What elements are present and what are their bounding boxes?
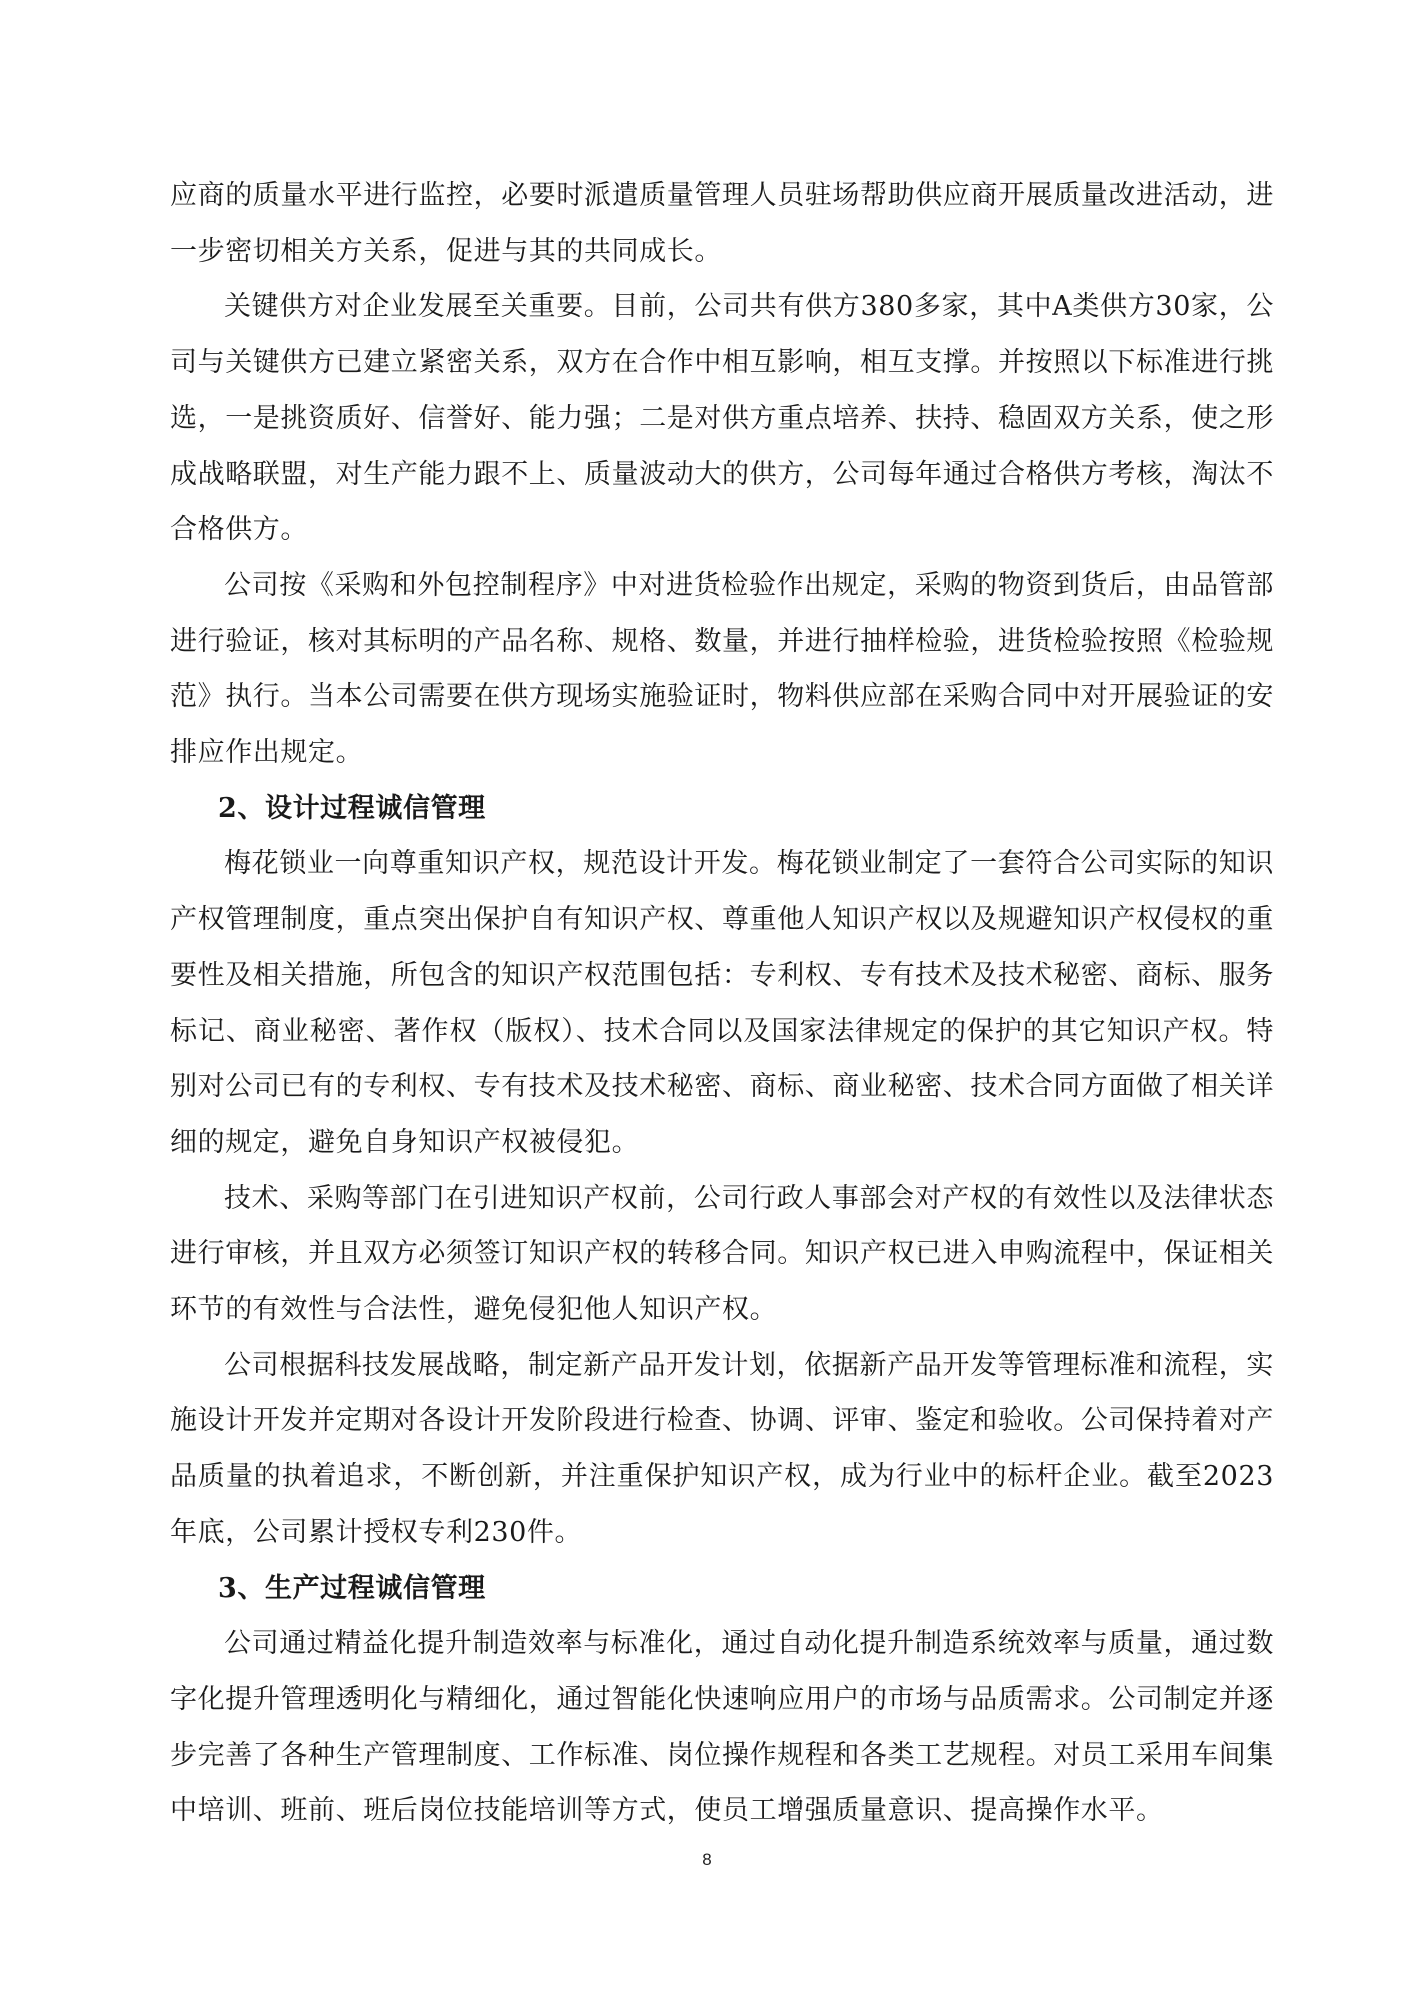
paragraph-ip-management: 梅花锁业一向尊重知识产权，规范设计开发。梅花锁业制定了一套符合公司实际的知识产权管理制度，重点突出保护自有知识产权、尊重他人知识产权以及规避知识产权侵权的重要性及相关措施，所包含的知识产权范围包括：专利权、专有技术及技术秘密、商标、服务标记、商业秘密、著作权（版权）、技术合同以及国家法律规定的保护的其它知识产权。特别对公司已有的专利权、专有技术及技术秘密、商标、商业秘密、技术合同方面做了相关详细的规定，避免自身知识产权被侵犯。 — [170, 848, 1274, 1158]
paragraph-incoming-inspection: 公司按《采购和外包控制程序》中对进货检验作出规定，采购的物资到货后，由品管部进行验证，核对其标明的产品名称、规格、数量，并进行抽样检验，进货检验按照《检验规范》执行。当本公司需要在供方现场实施验证时，物料供应部在采购合同中对开展验证的安排应作出规定。 — [170, 569, 1274, 769]
section-heading-design: 2、设计过程诚信管理 — [218, 792, 486, 824]
paragraph-ip-review: 技术、采购等部门在引进知识产权前，公司行政人事部会对产权的有效性以及法律状态进行审核，并且双方必须签订知识产权的转移合同。知识产权已进入申购流程中，保证相关环节的有效性与合法性，避免侵犯他人知识产权。 — [170, 1182, 1274, 1326]
section-heading-production: 3、生产过程诚信管理 — [218, 1572, 486, 1604]
page-body — [170, 168, 1274, 1839]
paragraph-new-product-development: 公司根据科技发展战略，制定新产品开发计划，依据新产品开发等管理标准和流程，实施设计开发并定期对各设计开发阶段进行检查、协调、评审、鉴定和验收。公司保持着对产品质量的执着追求，不断创新，并注重保护知识产权，成为行业中的标杆企业。截至2023年底，公司累计授权专利230件。 — [170, 1349, 1274, 1548]
paragraph-continuation: 应商的质量水平进行监控，必要时派遣质量管理人员驻场帮助供应商开展质量改进活动，进一步密切相关方关系，促进与其的共同成长。 — [170, 180, 1274, 267]
page-number: 8 — [702, 1850, 712, 1869]
paragraph-key-suppliers: 关键供方对企业发展至关重要。目前，公司共有供方380多家，其中A类供方30家，公司与关键供方已建立紧密关系，双方在合作中相互影响，相互支撑。并按照以下标准进行挑选，一是挑资质好、信誉好、能力强；二是对供方重点培养、扶持、稳固双方关系，使之形成战略联盟，对生产能力跟不上、质量波动大的供方，公司每年通过合格供方考核，淘汰不合格供方。 — [170, 291, 1274, 546]
paragraph-production-management: 公司通过精益化提升制造效率与标准化，通过自动化提升制造系统效率与质量，通过数字化提升管理透明化与精细化，通过智能化快速响应用户的市场与品质需求。公司制定并逐步完善了各种生产管理制度、工作标准、岗位操作规程和各类工艺规程。对员工采用车间集中培训、班前、班后岗位技能培训等方式，使员工增强质量意识、提高操作水平。 — [170, 1628, 1274, 1827]
